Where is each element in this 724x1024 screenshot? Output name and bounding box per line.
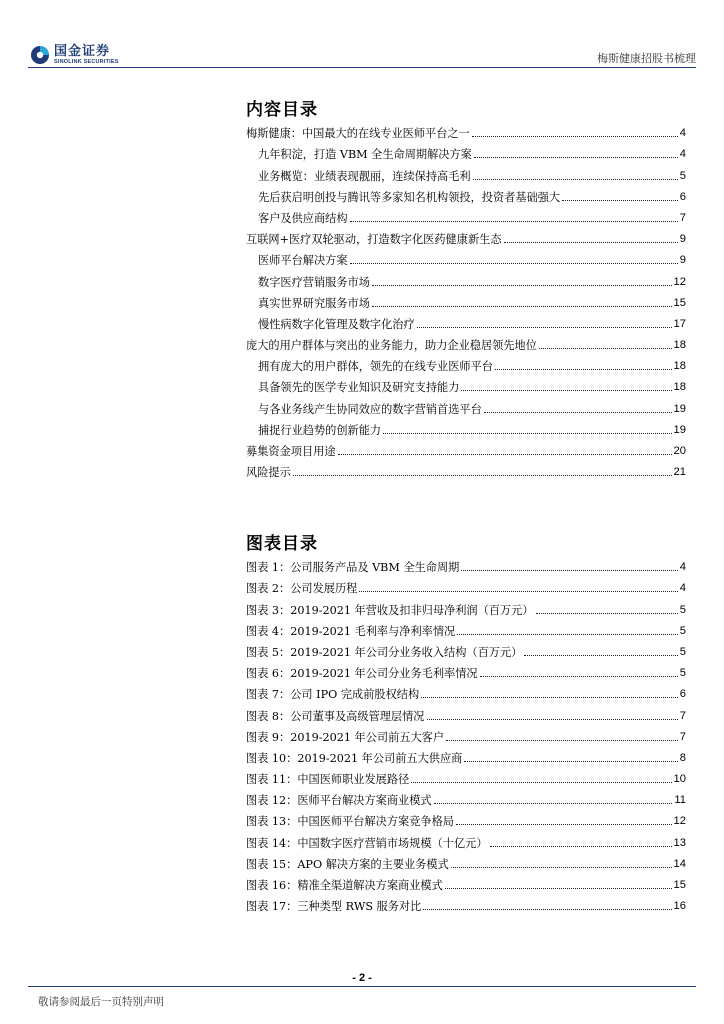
toc-entry-text: 九年积淀，打造 VBM 全生命周期解决方案 bbox=[258, 148, 472, 162]
toc-entry-text: 梅斯健康：中国最大的在线专业医师平台之一 bbox=[246, 127, 470, 141]
toc-entry[interactable] bbox=[246, 183, 686, 204]
figure-entry-page: 15 bbox=[673, 879, 686, 891]
figure-entry[interactable] bbox=[246, 638, 686, 659]
figure-entry-page: 8 bbox=[679, 751, 686, 764]
figure-entry[interactable] bbox=[246, 553, 686, 574]
figure-entry[interactable] bbox=[246, 828, 686, 849]
dot-leader bbox=[372, 306, 672, 307]
dot-leader bbox=[456, 824, 672, 825]
figure-entry-text: 图表 10：2019-2021 年公司前五大供应商 bbox=[246, 751, 463, 765]
toc-entry-page: 6 bbox=[679, 190, 686, 203]
toc-entry-text: 客户及供应商结构 bbox=[258, 211, 348, 225]
toc-entry-page: 7 bbox=[679, 211, 686, 224]
dot-leader bbox=[461, 390, 671, 391]
toc-entry[interactable] bbox=[246, 246, 686, 267]
figure-entry[interactable] bbox=[246, 659, 686, 680]
toc-entry-page: 5 bbox=[679, 169, 686, 182]
toc-entry-page: 21 bbox=[673, 466, 686, 479]
dot-leader bbox=[383, 433, 671, 434]
toc-entry-text: 互联网+医疗双轮驱动，打造数字化医药健康新生态 bbox=[246, 233, 502, 247]
logo-english-name: SINOLINK SECURITIES bbox=[54, 58, 119, 65]
figure-entry-page: 16 bbox=[673, 900, 686, 913]
figure-entry-text: 图表 5：2019-2021 年公司分业务收入结构（百万元） bbox=[246, 645, 523, 659]
figure-entry[interactable] bbox=[246, 595, 686, 616]
dot-leader bbox=[464, 761, 677, 762]
figure-entry-page: 5 bbox=[679, 667, 686, 680]
toc-entry[interactable] bbox=[246, 352, 686, 373]
figure-entry-text: 图表 17：三种类型 RWS 服务对比 bbox=[246, 900, 422, 914]
dot-leader bbox=[434, 803, 673, 804]
figure-entry-text: 图表 9：2019-2021 年公司前五大客户 bbox=[246, 730, 445, 744]
figure-entry-text: 图表 6：2019-2021 年公司分业务毛利率情况 bbox=[246, 667, 478, 681]
dot-leader bbox=[480, 676, 678, 677]
dot-leader bbox=[562, 200, 678, 201]
footer-divider bbox=[28, 986, 696, 987]
dot-leader bbox=[350, 263, 678, 264]
figure-entry[interactable] bbox=[246, 871, 686, 892]
figure-entry-text: 图表 13：中国医师平台解决方案竞争格局 bbox=[246, 815, 454, 829]
figure-entry-text: 图表 2：公司发展历程 bbox=[246, 582, 358, 596]
toc-entry[interactable] bbox=[246, 225, 686, 246]
toc-entry-text: 募集资金项目用途 bbox=[246, 445, 336, 458]
dot-leader bbox=[504, 242, 678, 243]
dot-leader bbox=[423, 909, 671, 910]
toc-entry[interactable] bbox=[246, 373, 686, 394]
toc-entry-page: 18 bbox=[673, 381, 686, 394]
dot-leader bbox=[445, 888, 672, 889]
figure-entry-page: 5 bbox=[679, 624, 686, 637]
figure-entry-page: 13 bbox=[673, 836, 686, 849]
toc-entry-page: 9 bbox=[679, 233, 686, 246]
dot-leader bbox=[421, 697, 678, 698]
company-logo bbox=[30, 42, 119, 68]
figure-entry-text: 图表 8：公司董事及高级管理层情况 bbox=[246, 709, 425, 723]
figure-entry-page: 5 bbox=[679, 645, 686, 658]
figure-entry-page: 12 bbox=[673, 815, 686, 828]
toc-entry-page: 19 bbox=[673, 423, 686, 436]
figure-entry-text: 图表 12：医师平台解决方案商业模式 bbox=[246, 794, 432, 808]
figure-entry[interactable] bbox=[246, 701, 686, 722]
figure-entry-page: 14 bbox=[673, 857, 686, 870]
toc-entry-page: 4 bbox=[679, 148, 686, 161]
figure-entry[interactable] bbox=[246, 744, 686, 765]
toc-entry-page: 4 bbox=[679, 127, 686, 140]
figure-entry-text: 图表 15：APO 解决方案的主要业务模式 bbox=[246, 857, 449, 871]
toc-entry-text: 数字医疗营销服务市场 bbox=[258, 275, 370, 289]
toc-entry[interactable] bbox=[246, 204, 686, 225]
logo-mark-icon bbox=[30, 45, 50, 65]
toc-entry[interactable] bbox=[246, 331, 686, 352]
toc-entry-text: 捕捉行业趋势的创新能力 bbox=[258, 423, 382, 437]
toc-entry-page: 17 bbox=[673, 317, 686, 330]
toc-entry-text: 风险提示 bbox=[246, 466, 291, 480]
toc-entry[interactable] bbox=[246, 140, 686, 161]
dot-leader bbox=[536, 613, 678, 614]
figure-entry-page: 7 bbox=[679, 730, 686, 743]
figure-entry[interactable] bbox=[246, 786, 686, 807]
toc-entry[interactable] bbox=[246, 119, 686, 140]
figure-entry-text: 图表 1：公司服务产品及 VBM 全生命周期 bbox=[246, 561, 460, 575]
figure-entry[interactable] bbox=[246, 807, 686, 828]
toc-entry-text: 与各业务线产生协同效应的数字营销首选平台 bbox=[258, 402, 482, 416]
dot-leader bbox=[524, 655, 677, 656]
toc-entry-text: 先后获启明创投与腾讯等多家知名机构领投，投资者基础强大 bbox=[258, 190, 561, 204]
figure-entry-page: 7 bbox=[679, 709, 686, 722]
toc-entry-text: 医师平台解决方案 bbox=[258, 254, 348, 268]
figure-entry-page: 5 bbox=[679, 603, 686, 616]
figure-entry[interactable] bbox=[246, 850, 686, 871]
logo-chinese-name: 国金证券 bbox=[54, 43, 111, 59]
dot-leader bbox=[446, 740, 678, 741]
toc-entry-page: 18 bbox=[673, 339, 686, 352]
dot-leader bbox=[472, 136, 678, 137]
header-divider bbox=[28, 67, 696, 68]
figure-entry[interactable] bbox=[246, 574, 686, 595]
figure-entry-text: 图表 16：精准全渠道解决方案商业模式 bbox=[246, 879, 443, 892]
figure-entry-text: 图表 11：中国医师职业发展路径 bbox=[246, 773, 410, 787]
dot-leader bbox=[411, 782, 671, 783]
toc-entry[interactable] bbox=[246, 416, 686, 437]
toc-entry[interactable] bbox=[246, 437, 686, 458]
toc-entry-page: 15 bbox=[673, 296, 686, 309]
toc-entry[interactable] bbox=[246, 458, 686, 479]
dot-leader bbox=[495, 369, 672, 370]
dot-leader bbox=[457, 634, 678, 635]
toc-entry-page: 20 bbox=[673, 445, 686, 457]
figure-entry-text: 图表 14：中国数字医疗营销市场规模（十亿元） bbox=[246, 836, 488, 850]
toc-entry-text: 真实世界研究服务市场 bbox=[258, 296, 370, 310]
toc-entry-text: 业务概览：业绩表现靓丽，连续保持高毛利 bbox=[258, 169, 471, 183]
dot-leader bbox=[490, 846, 672, 847]
toc-entry-page: 12 bbox=[673, 275, 686, 288]
dot-leader bbox=[372, 285, 672, 286]
figure-entry-page: 4 bbox=[679, 582, 686, 595]
dot-leader bbox=[484, 412, 672, 413]
dot-leader bbox=[451, 867, 672, 868]
toc-title: 内容目录 bbox=[246, 100, 318, 120]
figure-entry-page: 10 bbox=[673, 773, 686, 786]
toc-entry-page: 9 bbox=[679, 254, 686, 267]
figure-entry-text: 图表 3：2019-2021 年营收及扣非归母净利润（百万元） bbox=[246, 603, 534, 617]
dot-leader bbox=[474, 157, 678, 158]
toc-entry-page: 19 bbox=[673, 402, 686, 415]
dot-leader bbox=[417, 327, 672, 328]
figure-entry[interactable] bbox=[246, 680, 686, 701]
toc-entry-page: 18 bbox=[673, 360, 686, 373]
dot-leader bbox=[293, 475, 672, 476]
figure-entry-page: 4 bbox=[679, 561, 686, 574]
toc-entry[interactable] bbox=[246, 267, 686, 288]
figure-entry-page: 6 bbox=[679, 688, 686, 701]
toc-entry[interactable] bbox=[246, 394, 686, 415]
dot-leader bbox=[338, 454, 672, 455]
dot-leader bbox=[427, 719, 678, 720]
list-of-figures bbox=[246, 553, 686, 913]
figures-title: 图表目录 bbox=[246, 534, 318, 554]
toc-entry[interactable] bbox=[246, 310, 686, 331]
figure-entry[interactable] bbox=[246, 617, 686, 638]
figure-entry[interactable] bbox=[246, 892, 686, 913]
document-title: 梅斯健康招股书梳理 bbox=[597, 52, 696, 65]
toc-entry[interactable] bbox=[246, 289, 686, 310]
toc-entry[interactable] bbox=[246, 161, 686, 182]
dot-leader bbox=[350, 221, 678, 222]
toc-entry-text: 慢性病数字化管理及数字化治疗 bbox=[258, 317, 415, 331]
table-of-contents bbox=[246, 119, 686, 479]
figure-entry-text: 图表 4：2019-2021 毛利率与净利率情况 bbox=[246, 624, 456, 638]
dot-leader bbox=[473, 179, 678, 180]
footer-disclaimer: 敬请参阅最后一页特别声明 bbox=[38, 996, 164, 1008]
toc-entry-text: 拥有庞大的用户群体，领先的在线专业医师平台 bbox=[258, 360, 493, 374]
dot-leader bbox=[359, 591, 677, 592]
figure-entry[interactable] bbox=[246, 765, 686, 786]
dot-leader bbox=[461, 570, 677, 571]
dot-leader bbox=[539, 348, 672, 349]
figure-entry[interactable] bbox=[246, 723, 686, 744]
page-number: - 2 - bbox=[352, 972, 372, 984]
page-header bbox=[0, 0, 724, 70]
toc-entry-text: 庞大的用户群体与突出的业务能力，助力企业稳居领先地位 bbox=[246, 339, 537, 353]
toc-entry-text: 具备领先的医学专业知识及研究支持能力 bbox=[258, 381, 460, 395]
figure-entry-page: 11 bbox=[674, 794, 686, 807]
figure-entry-text: 图表 7：公司 IPO 完成前股权结构 bbox=[246, 688, 420, 702]
